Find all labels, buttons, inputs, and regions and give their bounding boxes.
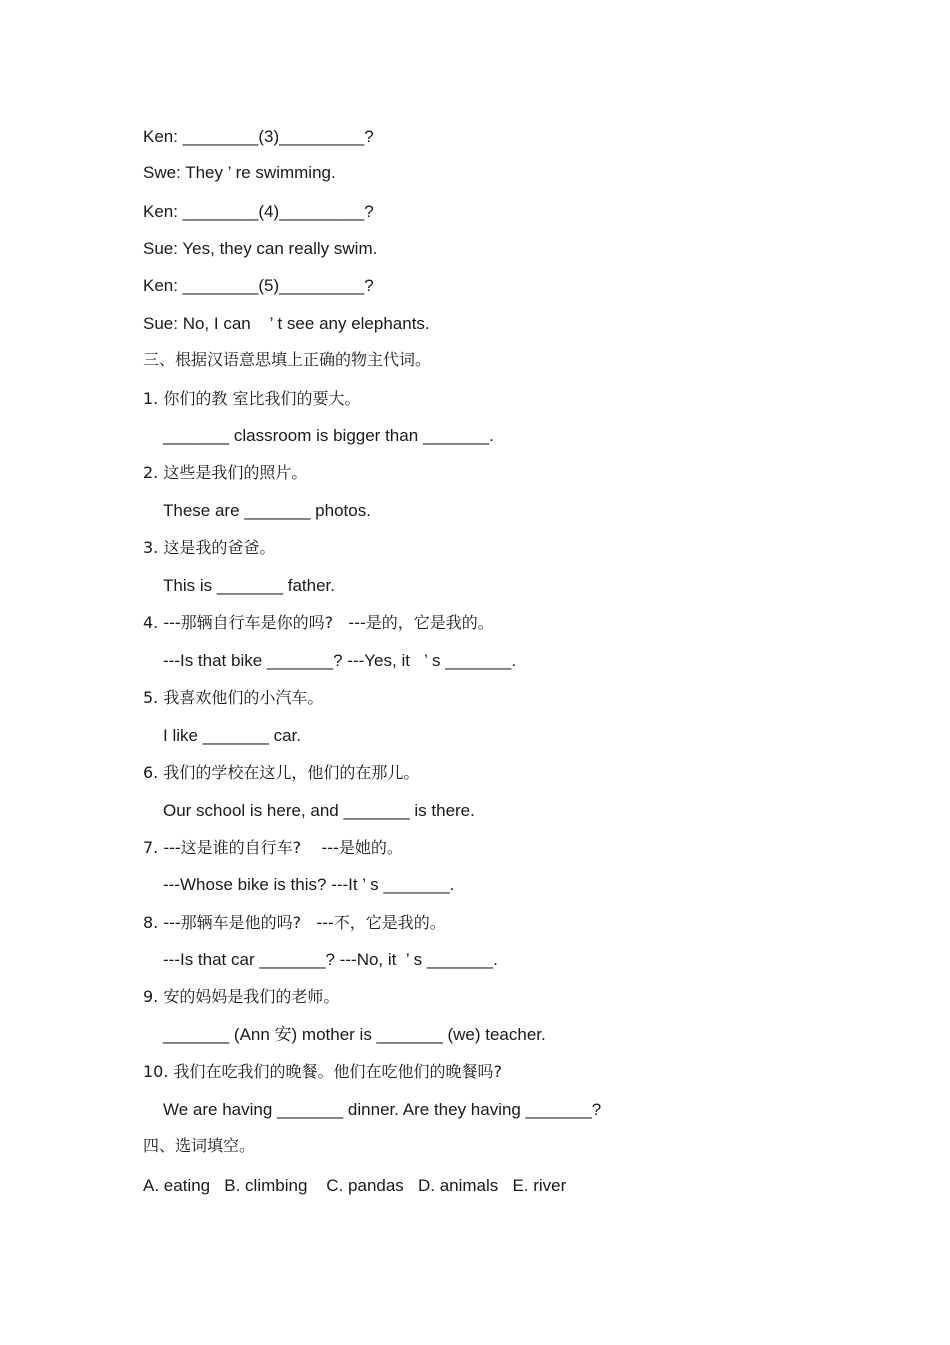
question-answer-line: _______ (Ann 安) mother is _______ (we) teacher. xyxy=(163,1025,546,1044)
question-prompt: 2. 这些是我们的照片。 xyxy=(143,463,308,482)
dialogue-line: Sue: No, I can ’ t see any elephants. xyxy=(143,314,430,333)
question-answer-line: ---Is that car _______? ---No, it ’ s _______. xyxy=(163,950,498,969)
question-prompt: 10. 我们在吃我们的晚餐。他们在吃他们的晚餐吗? xyxy=(143,1062,503,1081)
question-answer-line: ---Is that bike _______? ---Yes, it ’ s _______. xyxy=(163,651,517,670)
question-prompt: 6. 我们的学校在这儿，他们的在那儿。 xyxy=(143,763,420,782)
question-answer-line: This is _______ father. xyxy=(163,576,336,595)
dialogue-line: Sue: Yes, they can really swim. xyxy=(143,239,378,258)
question-prompt: 3. 这是我的爸爸。 xyxy=(143,538,276,557)
question-answer-line: ---Whose bike is this? ---It ’ s _______. xyxy=(163,875,455,894)
question-prompt: 5. 我喜欢他们的小汽车。 xyxy=(143,688,324,707)
question-prompt: 1. 你们的教 室比我们的要大。 xyxy=(143,389,361,408)
question-prompt: 4. ---那辆自行车是你的吗? ---是的，它是我的。 xyxy=(143,613,494,632)
section-heading: 三、根据汉语意思填上正确的物主代词。 xyxy=(143,350,432,369)
question-answer-line: _______ classroom is bigger than _______. xyxy=(163,426,494,445)
question-prompt: 9. 安的妈妈是我们的老师。 xyxy=(143,987,340,1006)
word-options: A. eating B. climbing C. pandas D. animals E. river xyxy=(143,1176,567,1195)
dialogue-line: Ken: ________(3)_________? xyxy=(143,127,374,146)
section-heading: 四、选词填空。 xyxy=(143,1136,256,1155)
question-answer-line: We are having _______ dinner. Are they having _______? xyxy=(163,1100,602,1119)
question-answer-line: I like _______ car. xyxy=(163,726,301,745)
question-answer-line: These are _______ photos. xyxy=(163,501,371,520)
question-answer-line: Our school is here, and _______ is there. xyxy=(163,801,475,820)
question-prompt: 7. ---这是谁的自行车? ---是她的。 xyxy=(143,838,403,857)
dialogue-line: Ken: ________(4)_________? xyxy=(143,202,374,221)
question-prompt: 8. ---那辆车是他的吗? ---不，它是我的。 xyxy=(143,913,446,932)
dialogue-line: Swe: They ’ re swimming. xyxy=(143,163,336,182)
dialogue-line: Ken: ________(5)_________? xyxy=(143,276,374,295)
